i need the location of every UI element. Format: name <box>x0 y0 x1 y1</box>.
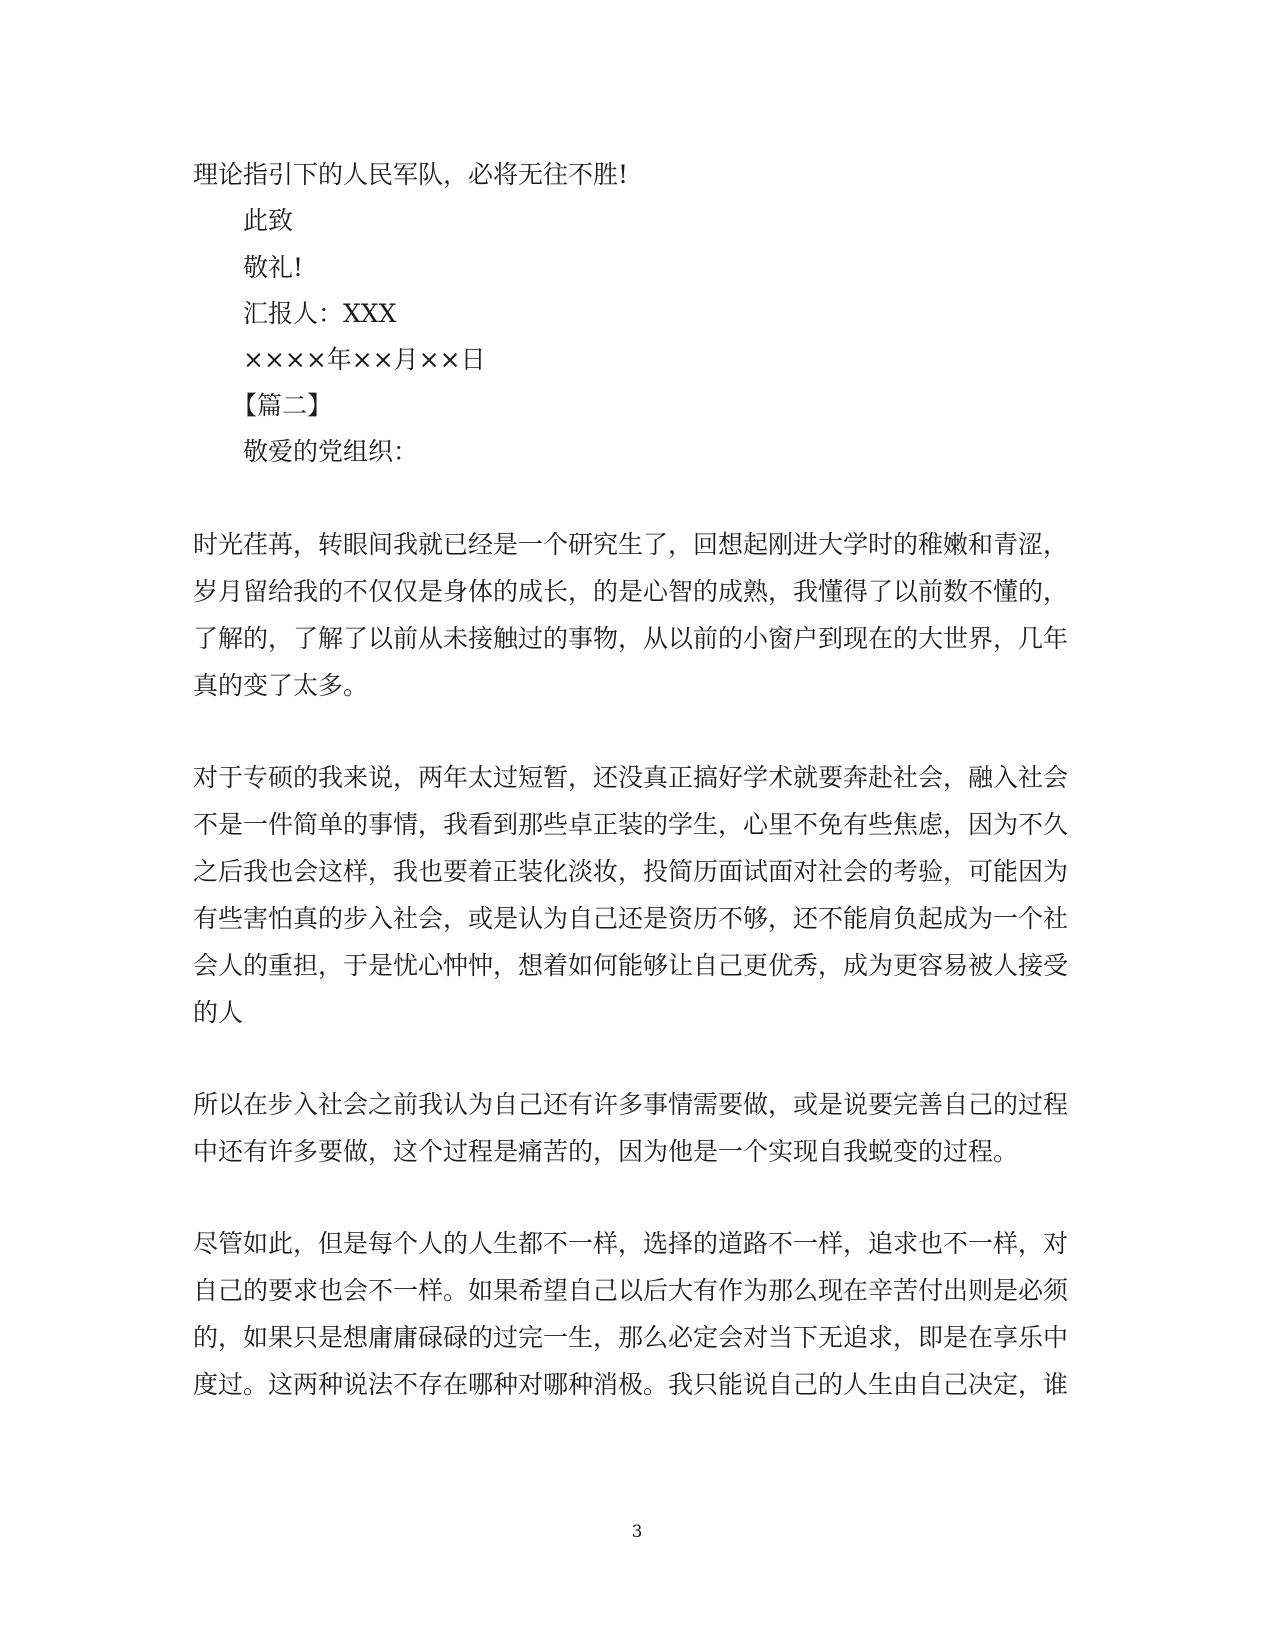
closing-salutation: 此致 <box>243 206 294 235</box>
paragraph-4-line-2: 自己的要求也会不一样。如果希望自己以后大有作为那么现在辛苦付出则是必须 <box>193 1276 1069 1305</box>
reporter-signature: 汇报人：XXX <box>243 299 397 328</box>
text-line-continuation: 理论指引下的人民军队，必将无往不胜! <box>193 160 629 189</box>
paragraph-2-line-2: 不是一件简单的事情，我看到那些卓正装的学生，心里不免有些焦虑，因为不久 <box>193 810 1069 839</box>
paragraph-1-line-1: 时光荏苒，转眼间我就已经是一个研究生了，回想起刚进大学时的稚嫩和青涩， <box>193 530 1069 559</box>
section-heading: 【篇二】 <box>232 391 333 420</box>
paragraph-1-line-2: 岁月留给我的不仅仅是身体的成长，的是心智的成熟，我懂得了以前数不懂的， <box>193 577 1069 606</box>
paragraph-4-line-3: 的，如果只是想庸庸碌碌的过完一生，那么必定会对当下无追求，即是在享乐中 <box>193 1323 1069 1352</box>
report-date: ××××年××月××日 <box>243 345 486 374</box>
letter-greeting: 敬爱的党组织： <box>243 437 419 466</box>
paragraph-2-line-6: 的人 <box>193 998 244 1027</box>
paragraph-1-line-4: 真的变了太多。 <box>193 671 369 700</box>
paragraph-4-line-4: 度过。这两种说法不存在哪种对哪种消极。我只能说自己的人生由自己决定，谁 <box>193 1370 1069 1399</box>
paragraph-3-line-2: 中还有许多要做，这个过程是痛苦的，因为他是一个实现自我蜕变的过程。 <box>193 1137 1019 1166</box>
closing-regards: 敬礼! <box>243 253 304 282</box>
paragraph-4-line-1: 尽管如此，但是每个人的人生都不一样，选择的道路不一样，追求也不一样，对 <box>193 1229 1069 1258</box>
page-number: 3 <box>631 1522 643 1542</box>
paragraph-3-line-1: 所以在步入社会之前我认为自己还有许多事情需要做，或是说要完善自己的过程 <box>193 1090 1069 1119</box>
paragraph-2-line-5: 会人的重担，于是忧心忡忡，想着如何能够让自己更优秀，成为更容易被人接受 <box>193 951 1069 980</box>
paragraph-2-line-1: 对于专硕的我来说，两年太过短暂，还没真正搞好学术就要奔赴社会，融入社会 <box>193 763 1069 792</box>
paragraph-1-line-3: 了解的，了解了以前从未接触过的事物，从以前的小窗户到现在的大世界，几年 <box>193 624 1069 653</box>
paragraph-2-line-3: 之后我也会这样，我也要着正装化淡妆，投简历面试面对社会的考验，可能因为 <box>193 857 1069 886</box>
paragraph-2-line-4: 有些害怕真的步入社会，或是认为自己还是资历不够，还不能肩负起成为一个社 <box>193 904 1069 933</box>
